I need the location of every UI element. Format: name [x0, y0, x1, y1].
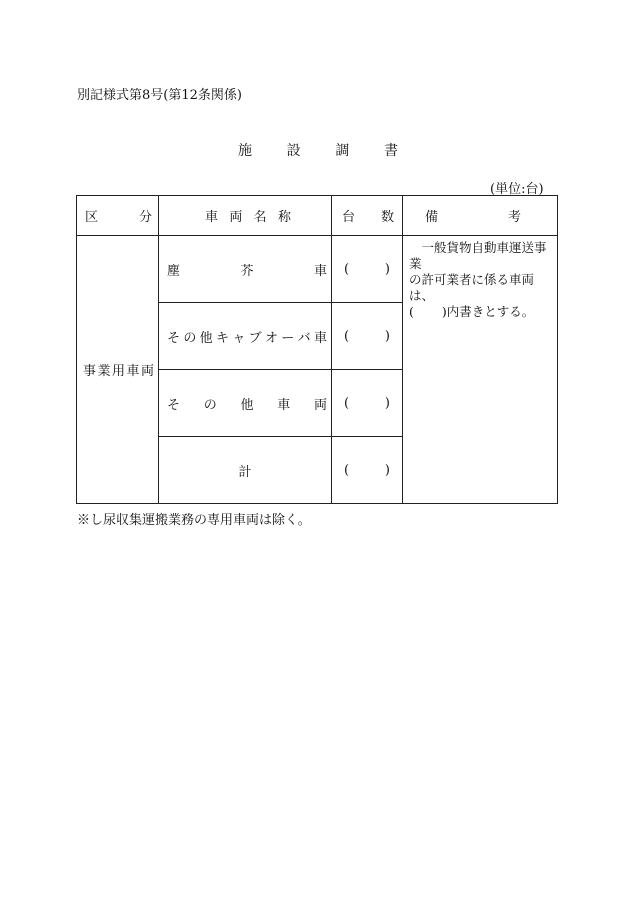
remarks-cell — [403, 236, 558, 504]
count-cell[interactable]: ( ) — [332, 370, 403, 437]
table-row — [77, 236, 558, 303]
remarks-line: 一般貨物自動車運送事業 — [409, 240, 547, 271]
title-char: 書 — [383, 143, 398, 159]
header-category: 区 分 — [77, 196, 159, 236]
facility-survey-table — [76, 195, 558, 504]
footnote: ※し尿収集運搬業務の専用車両は除く。 — [77, 513, 311, 528]
title-char: 調 — [335, 143, 350, 159]
vehicle-name-cell: 塵 芥 車 — [159, 236, 332, 303]
title-char: 設 — [286, 143, 301, 159]
table-header-row — [77, 196, 558, 236]
header-remarks: 備 考 — [403, 196, 558, 236]
category-cell: 事 業 用 車 両 — [77, 236, 159, 504]
remarks-line: ( )内書きとする。 — [409, 304, 535, 319]
header-count: 台 数 — [332, 196, 403, 236]
header-vehicle-name: 車 両 名 称 — [159, 196, 332, 236]
unit-note: (単位:台) — [490, 182, 544, 197]
count-cell[interactable]: ( ) — [332, 437, 403, 504]
count-cell[interactable]: ( ) — [332, 236, 403, 303]
form-number-label: 別記様式第8号(第12条関係) — [77, 88, 242, 103]
count-cell[interactable]: ( ) — [332, 303, 403, 370]
document-title — [238, 140, 398, 160]
vehicle-name-cell: そ の 他 車 両 — [159, 370, 332, 437]
title-char: 施 — [238, 143, 252, 159]
total-label-cell: 計 — [159, 437, 332, 504]
remarks-line: の許可業者に係る車両は、 — [409, 272, 535, 303]
vehicle-name-cell: そ の 他 キ ャ ブ オ ー バ 車 — [159, 303, 332, 370]
